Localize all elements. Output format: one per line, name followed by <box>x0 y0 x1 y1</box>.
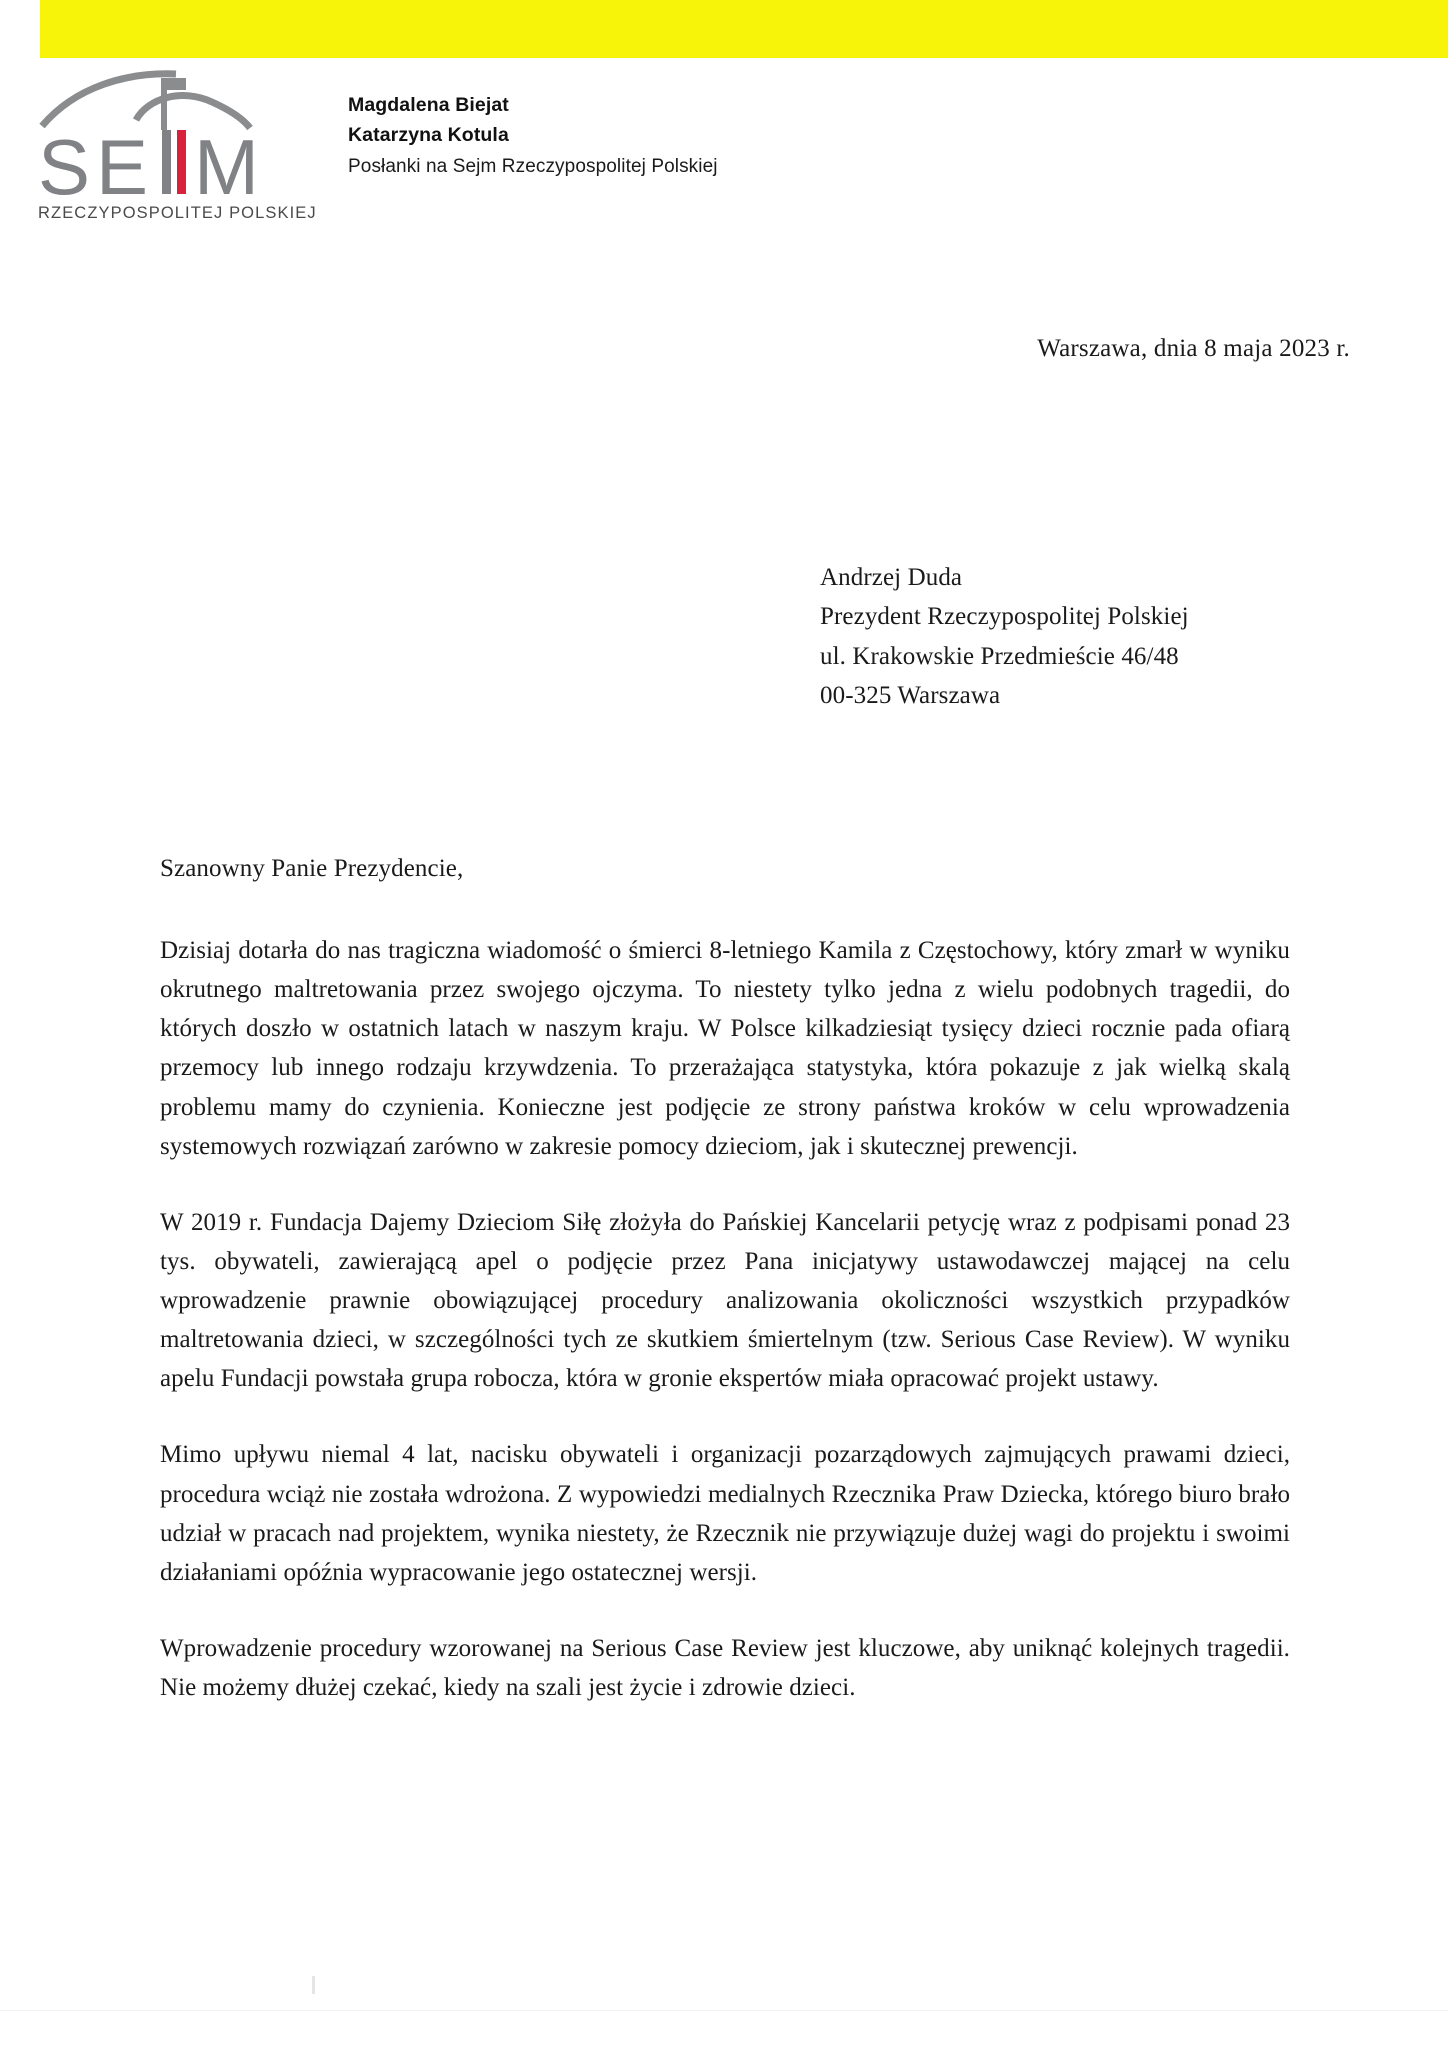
deputy-name-2: Katarzyna Kotula <box>348 124 509 147</box>
date-line: Warszawa, dnia 8 maja 2023 r. <box>1037 335 1350 362</box>
page-bottom-edge <box>0 2010 1448 2011</box>
scan-artifact-bottom <box>312 1976 315 1994</box>
addressee-title: Prezydent Rzeczypospolitej Polskiej <box>820 603 1189 631</box>
svg-text:E: E <box>96 123 159 200</box>
paragraph-2: W 2019 r. Fundacja Dajemy Dzieciom Siłę złożyła do Pańskiej Kancelarii petycję wraz z podpisami ponad 23 tys. obywateli, zawierającą apel o podjęcie przez Pana inicjatywy ustawodawczej mającej na celu wprowadzenie prawnie obowiązującej procedury analizowania okoliczności wszystkich przypadków maltretowania dzieci, w szczególności tych ze skutkiem śmiertelnym (tzw. Serious Case Review). W wyniku apelu Fundacji powstała grupa robocza, która w gronie ekspertów miała opracować projekt ustawy. <box>160 1208 1290 1393</box>
svg-text:M: M <box>194 123 259 200</box>
deputies-names-block <box>348 68 718 182</box>
sejm-logo-icon <box>36 68 304 200</box>
paragraph-1: Dzisiaj dotarła do nas tragiczna wiadomość o śmierci 8-letniego Kamila z Częstochowy, który zmarł w wyniku okrutnego maltretowania przez swojego ojczyma. To niestety tylko jedna z wielu podobnych tragedii, do których doszło w ostatnich latach w naszym kraju. W Polsce kilkadziesiąt tysięcy dzieci rocznie pada ofiarą przemocy lub innego rodzaju krzywdzenia. To przerażająca statystyka, która pokazuje z jak wielką skalą problemu mamy do czynienia. Konieczne jest podjęcie ze strony państwa kroków w celu wprowadzenia systemowych rozwiązań zarówno w zakresie pomocy dzieciom, jak i skutecznej prewencji. <box>160 937 1290 1160</box>
deputy-name-1: Magdalena Biejat <box>348 94 509 116</box>
deputies-role: Posłanki na Sejm Rzeczypospolitej Polskiej <box>348 156 718 178</box>
paragraph-3: Mimo upływu niemal 4 lat, nacisku obywateli i organizacji pozarządowych zajmujących prawami dzieci, procedura wciąż nie została wdrożona. Z wypowiedzi medialnych Rzecznika Praw Dziecka, którego biuro brało udział w pracach nad projektem, wynika niestety, że Rzecznik nie przywiązuje dużej wagi do projektu i swoimi działaniami opóźnia wypracowanie jego ostatecznej wersji. <box>160 1441 1290 1586</box>
salutation: Szanowny Panie Prezydencie, <box>160 855 464 882</box>
addressee-block <box>820 558 1189 715</box>
letterhead <box>36 68 1136 223</box>
yellow-highlight-band <box>40 0 1448 58</box>
sejm-logo <box>36 68 317 223</box>
addressee-street: ul. Krakowskie Przedmieście 46/48 <box>820 642 1179 670</box>
addressee-city: 00-325 Warszawa <box>820 681 1001 709</box>
sejm-logo-subtitle: RZECZYPOSPOLITEJ POLSKIEJ <box>38 204 317 222</box>
letter-body <box>160 855 1290 1707</box>
svg-text:S: S <box>38 123 101 200</box>
paragraph-4: Wprowadzenie procedury wzorowanej na Serious Case Review jest kluczowe, aby uniknąć kolejnych tragedii. Nie możemy dłużej czekać, kiedy na szali jest życie i zdrowie dzieci. <box>160 1634 1290 1701</box>
scan-artifact <box>905 1645 907 1659</box>
addressee-name: Andrzej Duda <box>820 564 963 591</box>
